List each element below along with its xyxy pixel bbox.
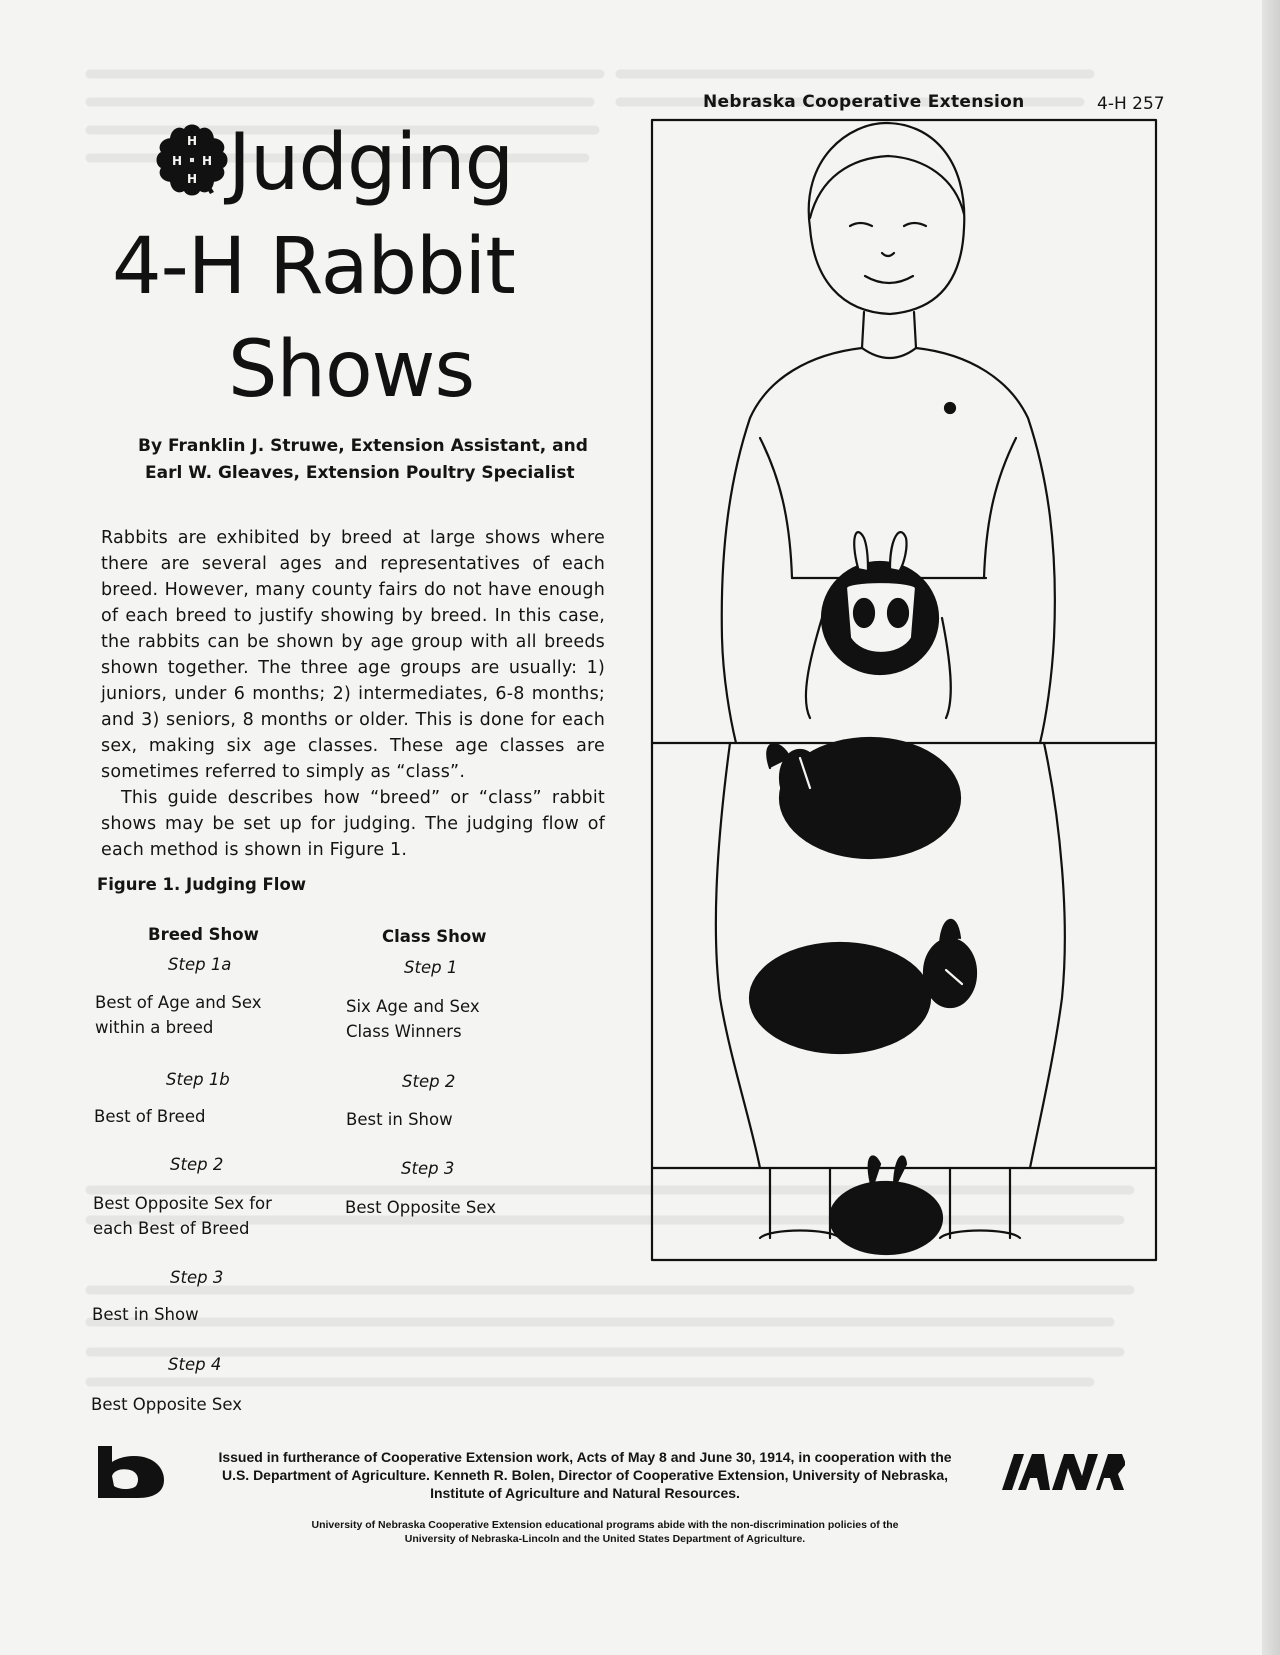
publication-code: 4-H 257 — [1097, 94, 1165, 114]
intro-paragraph-2: This guide describes how “breed” or “class” rabbit shows may be set up for judging. The judging flow of each method is shown in Figure 1. — [101, 788, 605, 860]
breed-step-1b-text — [94, 1104, 205, 1129]
page-edge-shadow — [1262, 0, 1280, 1655]
figure-1-title: Figure 1. Judging Flow — [97, 875, 307, 894]
title-line-2: 4-H Rabbit — [112, 222, 515, 312]
class-step-2: Step 2 — [402, 1072, 456, 1091]
footer-statement — [180, 1448, 990, 1502]
breed-step-3-text — [92, 1302, 199, 1327]
breed-step-2: Step 2 — [170, 1155, 224, 1174]
svg-text:H: H — [201, 154, 213, 168]
breed-step-4-line-1: Best Opposite Sex — [91, 1395, 242, 1414]
intro-text — [101, 525, 605, 863]
breed-step-2-text — [93, 1191, 272, 1241]
intro-paragraph-1: Rabbits are exhibited by breed at large shows where there are several ages and representatives of each breed. However, many county fairs do not have enough of each breed to justify showing by breed. In this case, the rabbits can be shown by age group with all breeds shown together. The three age groups are usually: 1) juniors, under 6 months; 2) intermediates, 6-8 months; and 3) seniors, 8 months or older. This is done for each sex, making six age classes. These age classes are sometimes referred to simply as “class”. — [101, 528, 605, 782]
footer-line-2: U.S. Department of Agriculture. Kenneth R. Bolen, Director of Cooperative Extension, University of Nebraska, — [221, 1467, 949, 1483]
authors-line-1: By Franklin J. Struwe, Extension Assistant, and — [138, 436, 588, 456]
class-step-1-text — [346, 994, 480, 1044]
non-discrimination-disclaimer — [215, 1518, 995, 1546]
breed-step-1a-line-1: Best of Age and Sex — [95, 993, 262, 1012]
illustration-svg — [650, 118, 1158, 1262]
authors-byline — [138, 433, 618, 487]
title-line-1: Judging — [228, 118, 514, 208]
breed-step-1a: Step 1a — [168, 955, 232, 974]
cooperative-extension-logo-icon — [92, 1446, 167, 1498]
title-line-3: Shows — [228, 325, 475, 415]
svg-text:H: H — [171, 154, 183, 168]
disclaimer-line-1: University of Nebraska Cooperative Extension educational programs abide with the non-discrimination policies of the — [311, 1519, 899, 1531]
class-show-heading: Class Show — [382, 927, 487, 946]
breed-step-3: Step 3 — [170, 1268, 224, 1287]
footer-line-1: Issued in furtherance of Cooperative Extension work, Acts of May 8 and June 30, 1914, in cooperation with the — [218, 1449, 952, 1465]
svg-text:H: H — [186, 134, 198, 148]
ianr-logo-icon — [1000, 1452, 1125, 1492]
breed-show-heading: Breed Show — [148, 925, 259, 944]
svg-text:H: H — [186, 172, 198, 186]
authors-line-2: Earl W. Gleaves, Extension Poultry Specialist — [145, 463, 575, 483]
breed-step-2-line-2: each Best of Breed — [93, 1219, 250, 1238]
class-step-2-line-1: Best in Show — [346, 1110, 453, 1129]
class-step-1-line-2: Class Winners — [346, 1022, 462, 1041]
class-step-3: Step 3 — [401, 1159, 455, 1178]
breed-step-1a-line-2: within a breed — [95, 1018, 214, 1037]
class-step-1: Step 1 — [404, 958, 458, 977]
breed-step-2-line-1: Best Opposite Sex for — [93, 1194, 272, 1213]
rabbit-girl-illustration — [650, 118, 1158, 1262]
breed-step-3-line-1: Best in Show — [92, 1305, 199, 1324]
breed-step-1b-line-1: Best of Breed — [94, 1107, 206, 1126]
class-step-3-line-1: Best Opposite Sex — [345, 1198, 496, 1217]
four-leaf-clover-icon — [152, 120, 232, 200]
disclaimer-line-2: University of Nebraska-Lincoln and the United States Department of Agriculture. — [404, 1533, 806, 1545]
header-organization: Nebraska Cooperative Extension — [703, 92, 1025, 112]
breed-step-4-text — [91, 1392, 242, 1417]
breed-step-4: Step 4 — [168, 1355, 222, 1374]
class-step-3-text — [345, 1195, 496, 1220]
class-step-2-text — [346, 1107, 453, 1132]
breed-step-1a-text — [95, 990, 261, 1040]
class-step-1-line-1: Six Age and Sex — [346, 997, 480, 1016]
footer-line-3: Institute of Agriculture and Natural Resources. — [430, 1485, 740, 1501]
breed-step-1b: Step 1b — [166, 1070, 230, 1089]
